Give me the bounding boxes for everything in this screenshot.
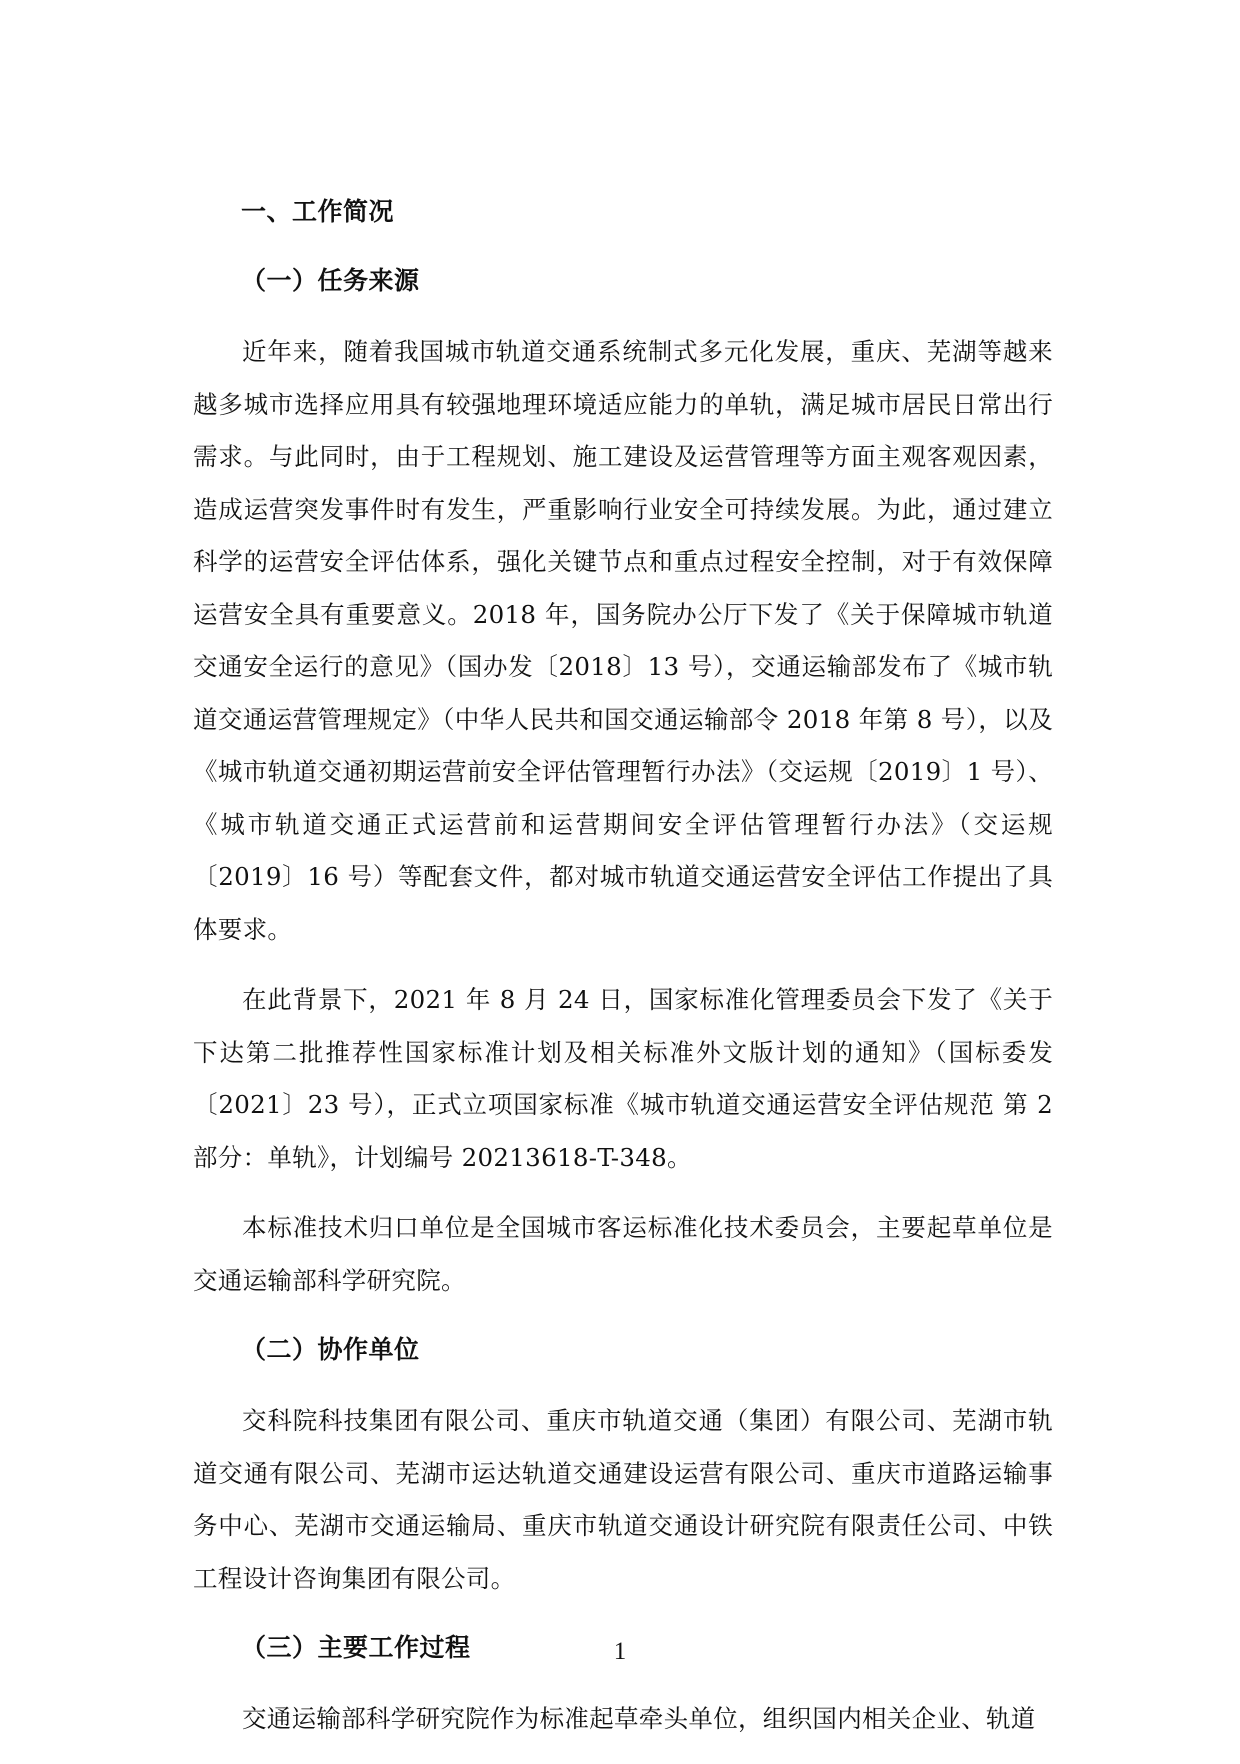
paragraph-project-approval: 在此背景下，2021 年 8 月 24 日，国家标准化管理委员会下发了《关于下达第二批推荐性国家标准计划及相关标准外文版计划的通知》（国标委发〔2021〕23 号），正式立项国家标准《城市轨道交通运营安全评估规范 第 2 部分：单轨》，计划编号 20213618-T-348。: [193, 985, 1053, 1172]
paragraph-responsible-units: 本标准技术归口单位是全国城市客运标准化技术委员会，主要起草单位是交通运输部科学研究院。: [193, 1213, 1053, 1295]
paragraph-work-process: 交通运输部科学研究院作为标准起草牵头单位，组织国内相关企业、轨道: [242, 1704, 1036, 1733]
section-heading: 一、工作简况: [241, 197, 395, 226]
subsection-heading-work-process: （三）主要工作过程: [241, 1633, 471, 1662]
subsection-heading-cooperating-units: （二）协作单位: [241, 1335, 420, 1364]
document-body: [193, 180, 1053, 1764]
page-number: 1: [613, 1638, 627, 1665]
paragraph-background: 近年来，随着我国城市轨道交通系统制式多元化发展，重庆、芜湖等越来越多城市选择应用具有较强地理环境适应能力的单轨，满足城市居民日常出行需求。与此同时，由于工程规划、施工建设及运营管理等方面主观客观因素，造成运营突发事件时有发生，严重影响行业安全可持续发展。为此，通过建立科学的运营安全评估体系，强化关键节点和重点过程安全控制，对于有效保障运营安全具有重要意义。2018 年，国务院办公厅下发了《关于保障城市轨道交通安全运行的意见》（国办发〔2018〕13 号），交通运输部发布了《城市轨道交通运营管理规定》（中华人民共和国交通运输部令 2018 年第 8 号），以及《城市轨道交通初期运营前安全评估管理暂行办法》（交运规〔2019〕1 号）、《城市轨道交通正式运营前和运营期间安全评估管理暂行办法》（交运规〔2019〕16 号）等配套文件，都对城市轨道交通运营安全评估工作提出了具体要求。: [193, 337, 1053, 944]
subsection-heading-task-source: （一）任务来源: [241, 266, 420, 295]
paragraph-cooperating-units: 交科院科技集团有限公司、重庆市轨道交通（集团）有限公司、芜湖市轨道交通有限公司、芜湖市运达轨道交通建设运营有限公司、重庆市道路运输事务中心、芜湖市交通运输局、重庆市轨道交通设计研究院有限责任公司、中铁工程设计咨询集团有限公司。: [193, 1406, 1053, 1593]
